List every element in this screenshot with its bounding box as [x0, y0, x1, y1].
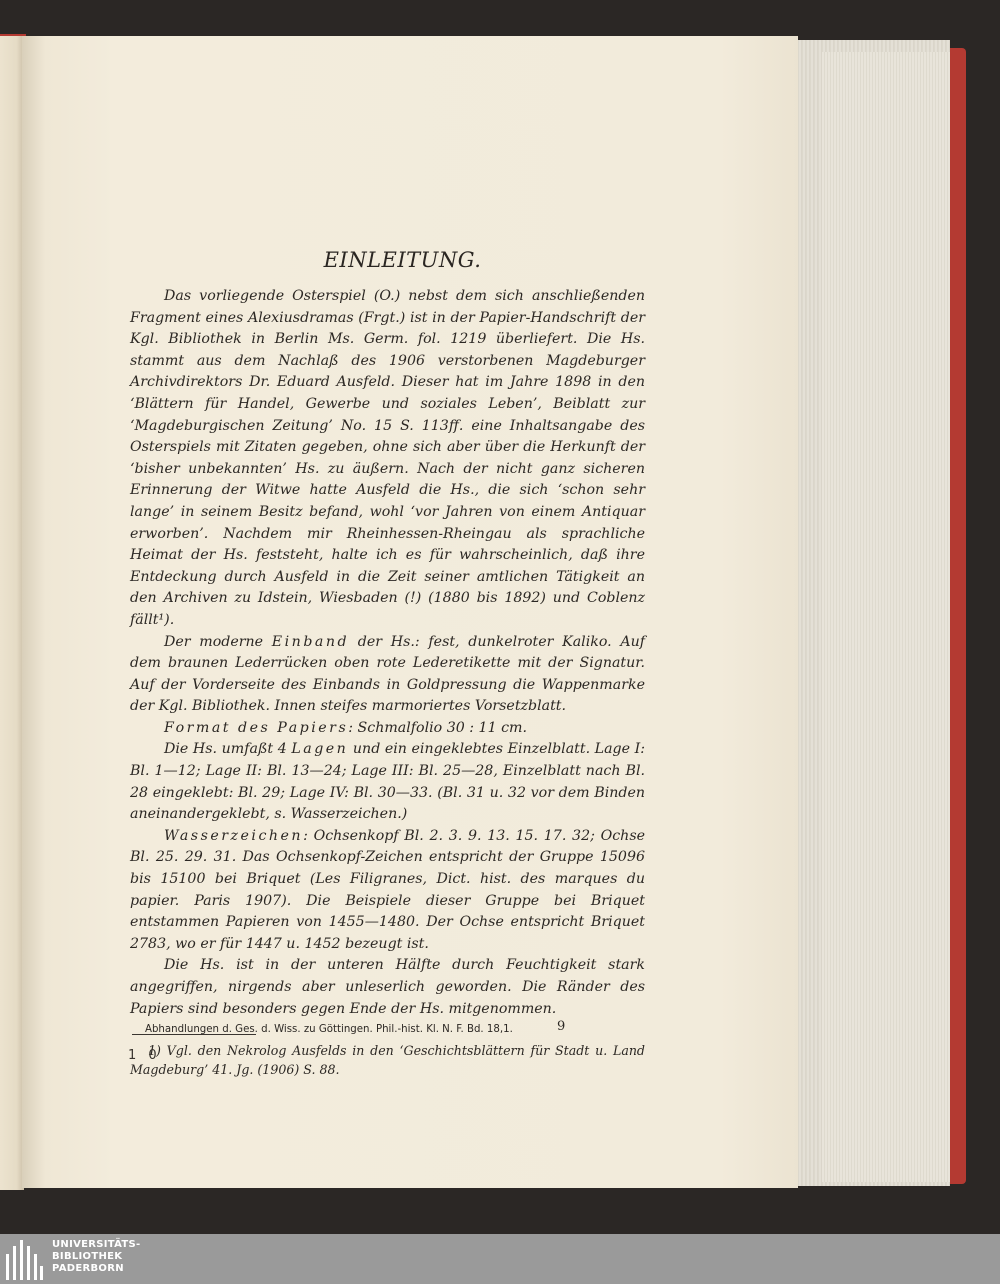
spaced-term: Format des Papiers	[164, 719, 349, 736]
imprint-line: Abhandlungen d. Ges. d. Wiss. zu Göttingen. Phil.-hist. Kl. N. F. Bd. 18,1.	[145, 1024, 513, 1035]
library-name-line-1: UNIVERSITÄTS-	[52, 1239, 141, 1250]
spaced-term: Wasserzeichen	[164, 827, 304, 844]
footnote: 1) Vgl. den Nekrolog Ausfelds in den ‘Geschichtsblättern für Stadt u. Land Magdeburg’ 41. Jg. (1906) S. 88.	[130, 1043, 645, 1078]
paragraph	[130, 826, 645, 956]
paragraph	[130, 286, 645, 632]
paragraph	[130, 955, 645, 1020]
paragraph	[130, 739, 645, 825]
paragraph-text: Die Hs. ist in der unteren Hälfte durch Feuchtigkeit stark angegriffen, nirgends aber unleserlich geworden. Die Ränder des Papiers sind besonders gegen Ende der Hs. mitgenommen.	[130, 957, 645, 1017]
page-content	[130, 248, 645, 1079]
library-name	[52, 1239, 141, 1275]
library-footer	[0, 1234, 1000, 1284]
page-title: EINLEITUNG.	[323, 248, 482, 272]
body-text	[130, 286, 645, 1020]
library-name-line-3: PADERBORN	[52, 1263, 124, 1274]
paragraph-text: Das vorliegende Osterspiel (O.) nebst dem sich anschließenden Fragment eines Alexiusdramas (Frgt.) ist in der Papier-Handschrift der Kgl. Bibliothek in Berlin Ms. Germ. fol. 1219 überliefert. Die Hs. stammt aus dem Nachlaß des 1906 verstorbenen Magdeburger Archivdirektors Dr. Eduard Ausfeld. Dieser hat im Jahre 1898 in den ‘Blättern für Handel, Gewerbe und soziales Leben’, Beiblatt zur ‘Magdeburgischen Zeitung’ No. 15 S. 113ff. eine Inhaltsangabe des Osterspiels mit Zitaten gegeben, ohne sich aber über die Herkunft der ‘bisher unbekannten’ Hs. zu äußern. Nach der nicht ganz sicheren Erinnerung der Witwe hatte Ausfeld die Hs., die sich ‘schon sehr lange’ in seinem Besitz befand, wohl ‘vor Jahren von einem Antiquar erworben’. Nachdem mir Rheinhessen-Rheingau als sprachliche Heimat der Hs. feststeht, halte ich es für wahrscheinlich, daß ihre Entdeckung durch Ausfeld in die Zeit seiner amtlichen Tätigkeit an den Archiven zu Idstein, Wiesbaden (!) (1880 bis 1892) und Coblenz fällt¹).	[130, 288, 645, 628]
paragraph	[130, 718, 645, 740]
paragraph-text: der Hs.: fest, dunkelroter Kaliko. Auf dem braunen Lederrücken oben rote Lederetikette mit der Signatur. Auf der Vorderseite des Einbands in Goldpressung die Wappenmarke der Kgl. Bibliothek. Innen steifes marmoriertes Vorsetzblatt.	[130, 633, 645, 715]
paragraph-text: und ein eingeklebtes Einzelblatt. Lage I: Bl. 1—12; Lage II: Bl. 13—24; Lage III: Bl. 25—28, Einzelblatt nach Bl. 28 eingeklebt: Bl. 29; Lage IV: Bl. 30—33. (Bl. 31 u. 32 vor dem Binden aneinandergeklebt, s. Wasserzeichen.)	[130, 741, 645, 823]
paragraph-text: Die Hs. umfaßt 4	[164, 741, 292, 758]
spaced-term: Einband	[271, 633, 350, 650]
sheet-number: 9	[557, 1019, 566, 1034]
left-page-sliver	[0, 36, 24, 1190]
library-name-line-2: BIBLIOTHEK	[52, 1251, 123, 1262]
paragraph-text: Der moderne	[164, 633, 272, 650]
library-logo-icon	[0, 1234, 44, 1284]
signature-mark: 1 0	[128, 1048, 161, 1063]
paragraph-text: : Ochsenkopf Bl. 2. 3. 9. 13. 15. 17. 32; Ochse Bl. 25. 29. 31. Das Ochsenkopf-Zeichen entspricht der Gruppe 15096 bis 15100 bei Briquet (Les Filigranes, Dict. hist. des marques du papier. Paris 1907). Die Beispiele dieser Gruppe bei Briquet entstammen Papieren von 1455—1480. Der Ochse entspricht Briquet 2783, wo er für 1447 u. 1452 bezeugt ist.	[130, 827, 645, 952]
paragraph-text: : Schmalfolio 30 : 11 cm.	[348, 719, 528, 736]
page-stack-edge	[822, 52, 950, 1182]
paragraph	[130, 632, 645, 718]
spaced-term: Lagen	[291, 741, 349, 758]
